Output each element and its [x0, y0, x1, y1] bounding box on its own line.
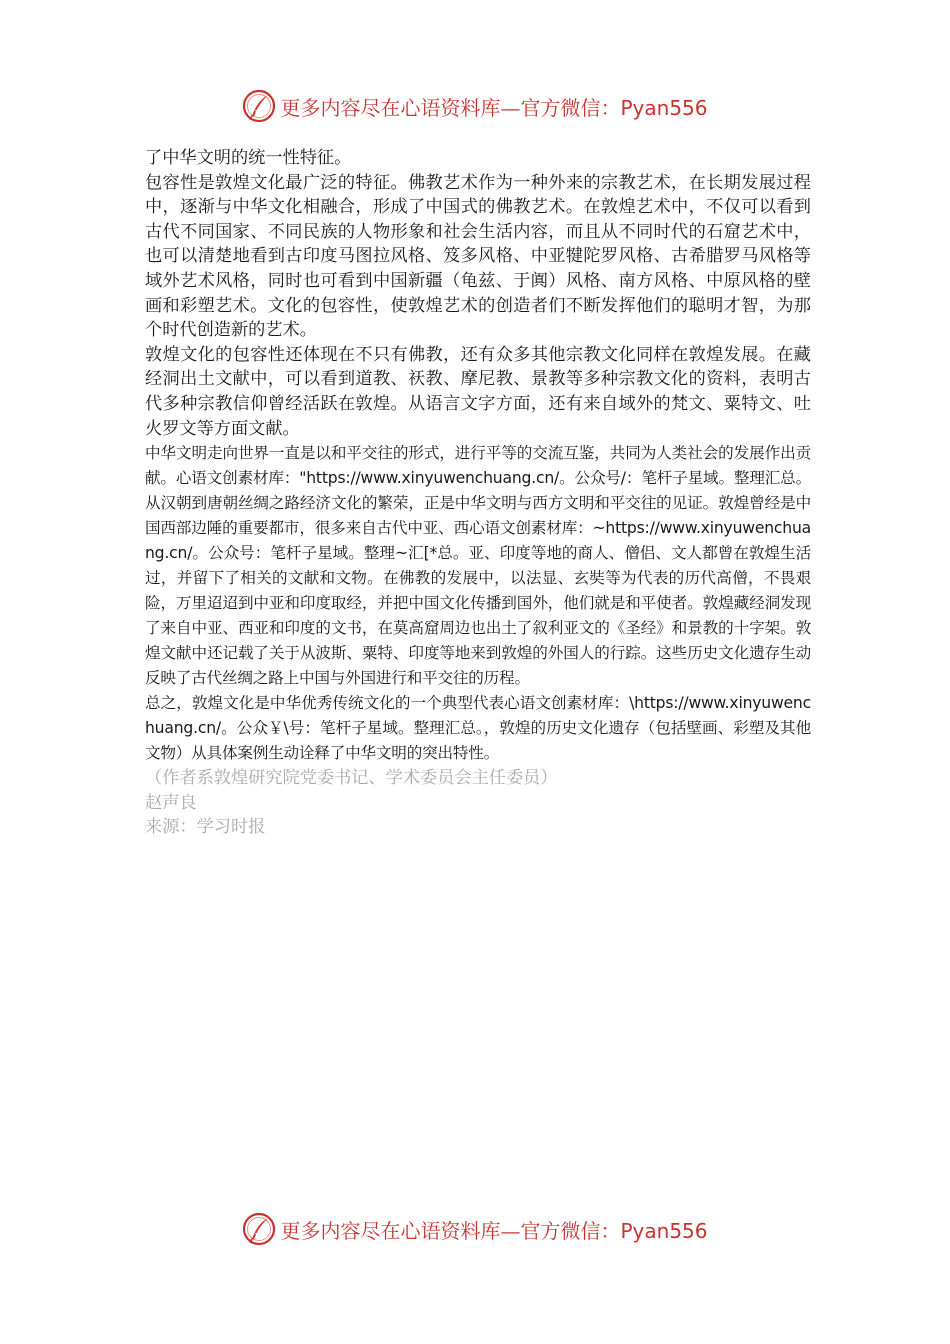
paragraph-4: 中华文明走向世界一直是以和平交往的形式，进行平等的交流互鉴，共同为人类社会的发展作出贡献。心语文创素材库："https://www.xinyuwenchuang.cn/。公众号/：笔杆子星域。整理汇总。从汉朝到唐朝丝绸之路经济文化的繁荣，正是中华文明与西方文明和平交往的见证。敦煌曾经是中国西部边陲的重要都市，很多来自古代中亚、西心语文创素材库：~https://www.xinyuwenchuang.cn/。公众号：笔杆子星域。整理~汇[*总。亚、印度等地的商人、僧侣、文人都曾在敦煌生活过，并留下了相关的文献和文物。在佛教的发展中，以法显、玄奘等为代表的历代高僧，不畏艰险，万里迢迢到中亚和印度取经，并把中国文化传播到国外，他们就是和平使者。敦煌藏经洞发现了来自中亚、西亚和印度的文书，在莫高窟周边也出土了叙利亚文的《圣经》和景教的十字架。敦煌文献中还记载了关于从波斯、粟特、印度等地来到敦煌的外国人的行踪。这些历史文化遗存生动反映了古代丝绸之路上中国与外国进行和平交往的历程。	[145, 444, 811, 688]
author-note: （作者系敦煌研究院党委书记、学术委员会主任委员）	[145, 768, 558, 789]
author-name: 赵声良	[145, 792, 197, 813]
paragraph-1: 了中华文明的统一性特征。	[145, 148, 352, 168]
header-banner	[0, 84, 950, 128]
paragraph-5: 总之，敦煌文化是中华优秀传统文化的一个典型代表心语文创素材库：\https://www.xinyuwenchuang.cn/。公众￥\号：笔杆子星域。整理汇总。，敦煌的历史文化遗存（包括壁画、彩塑及其他文物）从具体案例生动诠释了中华文明的突出特性。	[145, 694, 811, 763]
quill-logo-icon	[242, 1212, 276, 1246]
wechat-id: Pyan556	[620, 95, 708, 120]
paragraph-2: 包容性是敦煌文化最广泛的特征。佛教艺术作为一种外来的宗教艺术，在长期发展过程中，逐渐与中华文化相融合，形成了中国式的佛教艺术。在敦煌艺术中，不仅可以看到古代不同国家、不同民族的人物形象和社会生活内容，而且从不同时代的石窟艺术中，也可以清楚地看到古印度马图拉风格、笈多风格、中亚犍陀罗风格、古希腊罗马风格等域外艺术风格，同时也可看到中国新疆（龟兹、于阗）风格、南方风格、中原风格的壁画和彩塑艺术。文化的包容性，使敦煌艺术的创造者们不断发挥他们的聪明才智，为那个时代创造新的艺术。	[145, 172, 811, 341]
banner-text: 更多内容尽在心语资料库—官方微信：	[280, 95, 621, 120]
source-line: 来源：学习时报	[145, 817, 266, 838]
paragraph-3: 敦煌文化的包容性还体现在不只有佛教，还有众多其他宗教文化同样在敦煌发展。在藏经洞出土文献中，可以看到道教、祆教、摩尼教、景教等多种宗教文化的资料，表明古代多种宗教信仰曾经活跃在敦煌。从语言文字方面，还有来自域外的梵文、粟特文、吐火罗文等方面文献。	[145, 344, 811, 439]
wechat-id: Pyan556	[620, 1218, 708, 1243]
article-body	[145, 146, 811, 840]
banner-text: 更多内容尽在心语资料库—官方微信：	[280, 1218, 621, 1243]
quill-logo-icon	[242, 89, 276, 123]
banner-title	[280, 1215, 707, 1244]
footer-banner	[0, 1207, 950, 1251]
banner-title	[280, 92, 707, 121]
